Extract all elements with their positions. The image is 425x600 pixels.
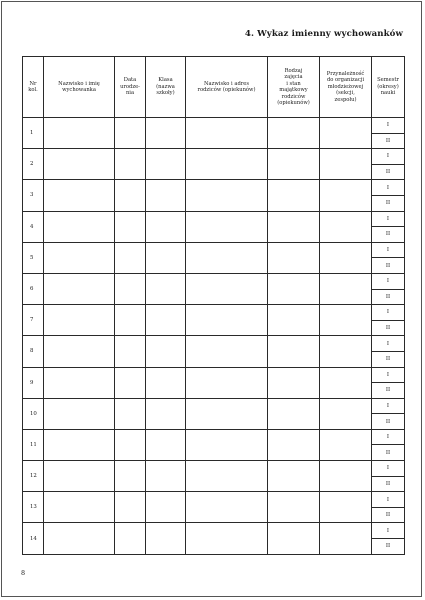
table-row xyxy=(23,461,405,477)
table-row xyxy=(23,429,405,445)
cell-class[interactable] xyxy=(146,523,186,554)
table-header-row xyxy=(23,57,405,118)
cell-name[interactable] xyxy=(44,118,115,149)
cell-organization[interactable] xyxy=(320,118,372,149)
cell-parents[interactable] xyxy=(186,398,268,429)
cell-occupation[interactable] xyxy=(268,242,320,273)
page-number: 8 xyxy=(21,569,26,577)
cell-parents[interactable] xyxy=(186,492,268,523)
header-class: Klasa (nazwa szkoły) xyxy=(146,57,186,118)
cell-organization[interactable] xyxy=(320,180,372,211)
semester-label: I xyxy=(372,118,405,134)
cell-birth-date[interactable] xyxy=(115,273,146,304)
table-row xyxy=(23,211,405,227)
cell-organization[interactable] xyxy=(320,523,372,554)
semester-label: II xyxy=(372,289,405,305)
table-row xyxy=(23,242,405,258)
row-number: 12 xyxy=(23,461,44,492)
table-row xyxy=(23,367,405,383)
cell-parents[interactable] xyxy=(186,305,268,336)
cell-birth-date[interactable] xyxy=(115,211,146,242)
cell-parents[interactable] xyxy=(186,180,268,211)
cell-name[interactable] xyxy=(44,367,115,398)
cell-parents[interactable] xyxy=(186,429,268,460)
cell-birth-date[interactable] xyxy=(115,492,146,523)
cell-occupation[interactable] xyxy=(268,211,320,242)
cell-organization[interactable] xyxy=(320,336,372,367)
cell-class[interactable] xyxy=(146,492,186,523)
cell-parents[interactable] xyxy=(186,461,268,492)
cell-name[interactable] xyxy=(44,398,115,429)
semester-label: II xyxy=(372,133,405,149)
cell-class[interactable] xyxy=(146,429,186,460)
semester-label: II xyxy=(372,383,405,399)
cell-organization[interactable] xyxy=(320,461,372,492)
table-row xyxy=(23,273,405,289)
cell-name[interactable] xyxy=(44,180,115,211)
semester-label: II xyxy=(372,445,405,461)
semester-label: II xyxy=(372,507,405,523)
cell-organization[interactable] xyxy=(320,273,372,304)
cell-occupation[interactable] xyxy=(268,429,320,460)
semester-label: I xyxy=(372,461,405,477)
cell-class[interactable] xyxy=(146,180,186,211)
cell-occupation[interactable] xyxy=(268,305,320,336)
semester-label: I xyxy=(372,398,405,414)
row-number: 1 xyxy=(23,118,44,149)
cell-class[interactable] xyxy=(146,305,186,336)
table-body xyxy=(23,118,405,555)
semester-label: I xyxy=(372,429,405,445)
row-number: 14 xyxy=(23,523,44,554)
page-title: 4. Wykaz imienny wychowanków xyxy=(244,29,403,39)
header-name: Nazwisko i imię wychowanka xyxy=(44,57,115,118)
semester-label: I xyxy=(372,180,405,196)
row-number: 10 xyxy=(23,398,44,429)
cell-name[interactable] xyxy=(44,305,115,336)
row-number: 9 xyxy=(23,367,44,398)
cell-class[interactable] xyxy=(146,398,186,429)
row-number: 11 xyxy=(23,429,44,460)
cell-organization[interactable] xyxy=(320,429,372,460)
semester-label: II xyxy=(372,476,405,492)
cell-name[interactable] xyxy=(44,211,115,242)
cell-class[interactable] xyxy=(146,149,186,180)
row-number: 4 xyxy=(23,211,44,242)
cell-birth-date[interactable] xyxy=(115,149,146,180)
table-row xyxy=(23,398,405,414)
cell-name[interactable] xyxy=(44,242,115,273)
table-row xyxy=(23,336,405,352)
cell-birth-date[interactable] xyxy=(115,429,146,460)
cell-parents[interactable] xyxy=(186,211,268,242)
cell-organization[interactable] xyxy=(320,305,372,336)
cell-class[interactable] xyxy=(146,273,186,304)
cell-class[interactable] xyxy=(146,336,186,367)
cell-class[interactable] xyxy=(146,118,186,149)
cell-occupation[interactable] xyxy=(268,336,320,367)
cell-organization[interactable] xyxy=(320,211,372,242)
row-number: 7 xyxy=(23,305,44,336)
semester-label: II xyxy=(372,195,405,211)
cell-occupation[interactable] xyxy=(268,492,320,523)
cell-organization[interactable] xyxy=(320,242,372,273)
cell-organization[interactable] xyxy=(320,492,372,523)
cell-parents[interactable] xyxy=(186,336,268,367)
cell-name[interactable] xyxy=(44,429,115,460)
cell-class[interactable] xyxy=(146,367,186,398)
cell-parents[interactable] xyxy=(186,273,268,304)
row-number: 3 xyxy=(23,180,44,211)
header-organization: Przynależność do organizacji młodzieżowej (sekcji, zespołu) xyxy=(320,57,372,118)
table-row xyxy=(23,180,405,196)
semester-label: I xyxy=(372,211,405,227)
cell-birth-date[interactable] xyxy=(115,461,146,492)
semester-label: I xyxy=(372,273,405,289)
header-parents: Nazwisko i adres rodziców (opiekunów) xyxy=(186,57,268,118)
cell-parents[interactable] xyxy=(186,149,268,180)
cell-occupation[interactable] xyxy=(268,367,320,398)
pupil-roster-table xyxy=(22,56,405,555)
semester-label: I xyxy=(372,305,405,321)
cell-occupation[interactable] xyxy=(268,461,320,492)
cell-organization[interactable] xyxy=(320,398,372,429)
header-birth-date: Data urodze- nia xyxy=(115,57,146,118)
cell-birth-date[interactable] xyxy=(115,242,146,273)
header-semester: Semestr (okresy) nauki xyxy=(372,57,405,118)
cell-birth-date[interactable] xyxy=(115,336,146,367)
cell-birth-date[interactable] xyxy=(115,398,146,429)
semester-label: II xyxy=(372,414,405,430)
cell-occupation[interactable] xyxy=(268,118,320,149)
cell-birth-date[interactable] xyxy=(115,523,146,554)
cell-organization[interactable] xyxy=(320,149,372,180)
cell-name[interactable] xyxy=(44,492,115,523)
cell-parents[interactable] xyxy=(186,367,268,398)
semester-label: II xyxy=(372,539,405,555)
cell-name[interactable] xyxy=(44,149,115,180)
cell-name[interactable] xyxy=(44,273,115,304)
table-row xyxy=(23,305,405,321)
table-row xyxy=(23,492,405,508)
cell-class[interactable] xyxy=(146,211,186,242)
semester-label: II xyxy=(372,227,405,243)
table-row xyxy=(23,149,405,165)
cell-occupation[interactable] xyxy=(268,273,320,304)
table-row xyxy=(23,118,405,134)
row-number: 6 xyxy=(23,273,44,304)
cell-occupation[interactable] xyxy=(268,180,320,211)
cell-occupation[interactable] xyxy=(268,398,320,429)
cell-birth-date[interactable] xyxy=(115,180,146,211)
cell-occupation[interactable] xyxy=(268,523,320,554)
semester-label: I xyxy=(372,523,405,539)
cell-occupation[interactable] xyxy=(268,149,320,180)
cell-birth-date[interactable] xyxy=(115,367,146,398)
row-number: 8 xyxy=(23,336,44,367)
semester-label: II xyxy=(372,164,405,180)
semester-label: I xyxy=(372,149,405,165)
semester-label: I xyxy=(372,367,405,383)
row-number: 5 xyxy=(23,242,44,273)
semester-label: I xyxy=(372,492,405,508)
semester-label: I xyxy=(372,242,405,258)
cell-name[interactable] xyxy=(44,461,115,492)
row-number: 13 xyxy=(23,492,44,523)
cell-parents[interactable] xyxy=(186,118,268,149)
header-occupation: Rodzaj zajęcia i stan majątkowy rodziców (opiekunów) xyxy=(268,57,320,118)
semester-label: II xyxy=(372,351,405,367)
header-nr: Nr kol. xyxy=(23,57,44,118)
semester-label: I xyxy=(372,336,405,352)
semester-label: II xyxy=(372,258,405,274)
row-number: 2 xyxy=(23,149,44,180)
cell-birth-date[interactable] xyxy=(115,305,146,336)
cell-birth-date[interactable] xyxy=(115,118,146,149)
table-row xyxy=(23,523,405,539)
cell-class[interactable] xyxy=(146,242,186,273)
cell-organization[interactable] xyxy=(320,367,372,398)
semester-label: II xyxy=(372,320,405,336)
cell-name[interactable] xyxy=(44,336,115,367)
cell-class[interactable] xyxy=(146,461,186,492)
cell-name[interactable] xyxy=(44,523,115,554)
cell-parents[interactable] xyxy=(186,523,268,554)
cell-parents[interactable] xyxy=(186,242,268,273)
